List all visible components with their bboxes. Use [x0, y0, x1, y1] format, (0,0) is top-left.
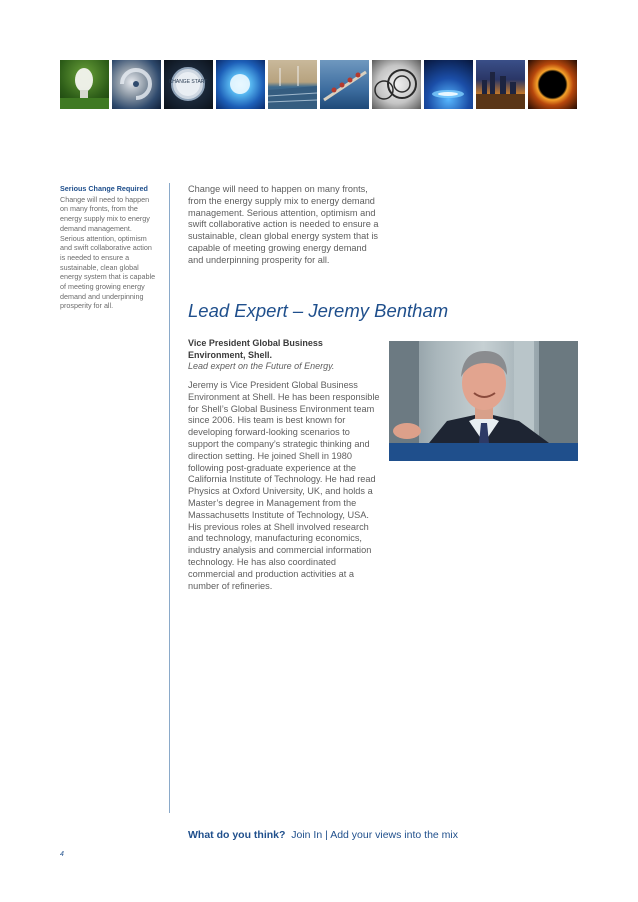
cta-separator: |	[325, 829, 328, 841]
sidebar-heading: Serious Change Required	[60, 184, 148, 193]
lead-expert-title: Lead Expert – Jeremy Bentham	[188, 300, 449, 321]
change-start-label: CHANGE START	[168, 79, 208, 85]
hurricane-image	[112, 60, 161, 109]
city-night-image	[476, 60, 525, 109]
sidebar-body: Change will need to happen on many fronts, from the energy supply mix to energy demand management. Serious attention, optimism and swift collaborative action is needed to ensure a sustainable, clean global energy system that is capable of meeting growing energy demand and underpinning prosperity for all.	[60, 194, 156, 311]
energy-sphere-image	[216, 60, 265, 109]
spiral-clock-image	[372, 60, 421, 109]
portrait-caption-bar	[389, 443, 578, 461]
expert-role-title: Vice President Global Business Environment, Shell.	[188, 338, 323, 360]
expert-bio: Jeremy is Vice President Global Business Environment at Shell. He has been responsible for Shell’s Global Business Environment team since 2006. His team is best known for developing forward-looking scenarios to support the company’s strategic thinking and direction setting. He joined Shell in 1980 following post-graduate experience at the California Institute of Technology. He had read Physics at Oxford University, UK, and holds a Master’s degree in Management from the Massachusetts Institute of Technology, USA. His previous roles at Shell involved research and technology, manufacturing economics, industry analysis and commercial information technology. He has also coordinated commercial and production activities at a number of refineries.	[188, 380, 380, 591]
lightbulb-image	[60, 60, 109, 109]
gas-flame-image	[424, 60, 473, 109]
join-in-link[interactable]: Join In	[291, 829, 323, 841]
call-to-action	[188, 828, 588, 842]
solar-eclipse-image	[528, 60, 577, 109]
expert-role	[188, 338, 378, 373]
cta-question: What do you think?	[188, 829, 286, 841]
portrait-image	[389, 341, 578, 443]
change-start-button-image	[164, 60, 213, 109]
page-number: 4	[60, 851, 64, 858]
intro-paragraph: Change will need to happen on many fronts, from the energy supply mix to energy demand management. Serious attention, optimism and swift collaborative action is needed to ensure a sustainable, clean global energy system that is capable of meeting growing energy demand and underpinning prosperity for all.	[188, 184, 379, 265]
expert-portrait	[389, 341, 578, 461]
solar-wind-farm-image	[268, 60, 317, 109]
rowing-team-image	[320, 60, 369, 109]
column-divider	[169, 183, 170, 813]
add-views-link[interactable]: Add your views into the mix	[330, 829, 458, 841]
sidebar	[60, 184, 158, 311]
header-image-strip	[60, 60, 578, 109]
expert-role-subtitle: Lead expert on the Future of Energy.	[188, 361, 335, 372]
